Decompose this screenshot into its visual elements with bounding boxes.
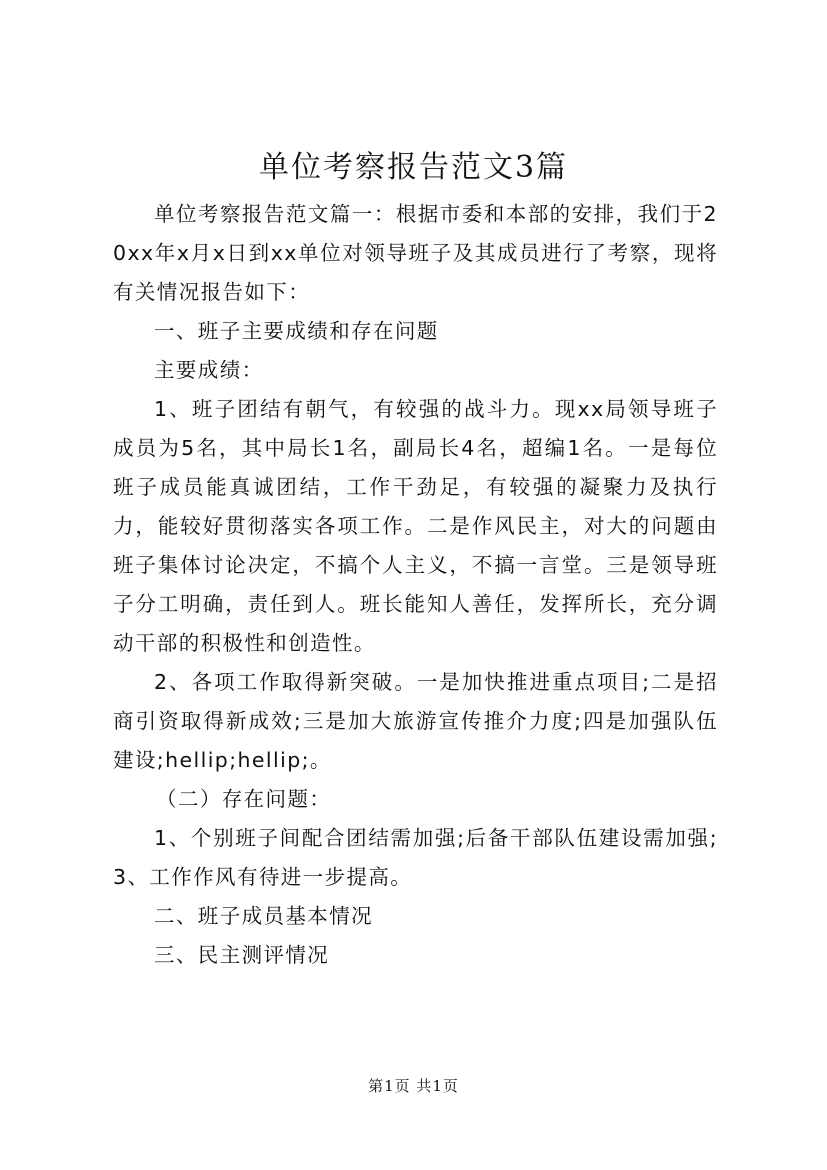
section-heading-3: 三、民主测评情况 bbox=[154, 943, 330, 967]
section-heading-1: 一、班子主要成绩和存在问题 bbox=[154, 319, 439, 343]
document-title: 单位考察报告范文3篇 bbox=[258, 150, 569, 185]
document-body bbox=[113, 195, 718, 975]
problems-paragraph: 1、个别班子间配合团结需加强;后备干部队伍建设需加强;3、工作作风有待进一步提高。 bbox=[113, 826, 718, 889]
subsection-heading-problems: （二）存在问题： bbox=[156, 787, 332, 811]
subsection-heading-achievements: 主要成绩： bbox=[154, 358, 264, 382]
achievement-paragraph-1: 1、班子团结有朝气，有较强的战斗力。现xx局领导班子成员为5名，其中局长1名，副局长4名，超编1名。一是每位班子成员能真诚团结，工作干劲足，有较强的凝聚力及执行力，能较好贯彻落实各项工作。二是作风民主，对大的问题由班子集体讨论决定，不搞个人主义，不搞一言堂。三是领导班子分工明确，责任到人。班长能知人善任，发挥所长，充分调动干部的积极性和创造性。 bbox=[113, 397, 718, 655]
intro-paragraph: 单位考察报告范文篇一：根据市委和本部的安排，我们于20xx年x月x日到xx单位对领导班子及其成员进行了考察，现将有关情况报告如下： bbox=[113, 202, 718, 304]
section-heading-2: 二、班子成员基本情况 bbox=[154, 904, 373, 928]
page-footer: 第1页 共1页 bbox=[368, 1077, 459, 1095]
achievement-paragraph-2: 2、各项工作取得新突破。一是加快推进重点项目;二是招商引资取得新成效;三是加大旅游宣传推介力度;四是加强队伍建设;hellip;hellip;。 bbox=[113, 670, 718, 772]
